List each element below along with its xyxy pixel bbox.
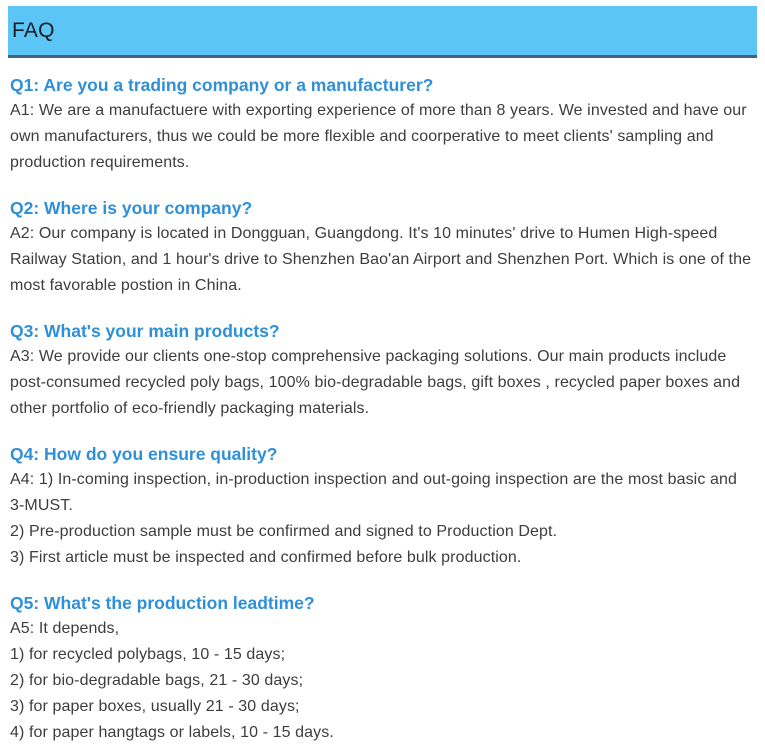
page-title: FAQ [12,19,55,42]
faq-content [0,58,765,746]
faq-section-q2 [10,195,753,299]
faq-section-q5 [10,590,753,746]
question-heading: Q2: Where is your company? [10,198,253,218]
answer-text: 2) for bio-degradable bags, 21 - 30 days; [10,672,304,689]
answer-text: 2) Pre-production sample must be confirmed and signed to Production Dept. [10,523,558,540]
answer-text: 3) First article must be inspected and confirmed before bulk production. [10,549,522,566]
answer-text: 3) for paper boxes, usually 21 - 30 days; [10,698,300,715]
answer-text: A3: We provide our clients one-stop comprehensive packaging solutions. Our main products include post-consumed recycled poly bags, 100% bio-degradable bags, gift boxes , recycled paper boxes and other portfolio of eco-friendly packaging materials. [10,348,741,417]
answer-text: 1) for recycled polybags, 10 - 15 days; [10,646,286,663]
answer-text: 4) for paper hangtags or labels, 10 - 15 days. [10,724,334,741]
faq-section-q1 [10,72,753,176]
faq-header-bar [8,6,757,58]
answer-text: A4: 1) In-coming inspection, in-production inspection and out-going inspection are the most basic and 3-MUST. [10,471,737,514]
faq-section-q4 [10,441,753,571]
answer-text: A1: We are a manufactuere with exporting experience of more than 8 years. We invested and have our own manufacturers, thus we could be more flexible and coorperative to meet clients' sampling and production requirements. [10,102,747,171]
faq-section-q3 [10,318,753,422]
question-heading: Q4: How do you ensure quality? [10,444,278,464]
question-heading: Q5: What's the production leadtime? [10,593,315,613]
answer-text: A5: It depends, [10,620,120,637]
question-heading: Q3: What's your main products? [10,321,280,341]
answer-text: A2: Our company is located in Dongguan, Guangdong. It's 10 minutes' drive to Humen High-speed Railway Station, and 1 hour's drive to Shenzhen Bao'an Airport and Shenzhen Port. Which is one of the most favorable postion in China. [10,225,752,294]
question-heading: Q1: Are you a trading company or a manufacturer? [10,75,434,95]
